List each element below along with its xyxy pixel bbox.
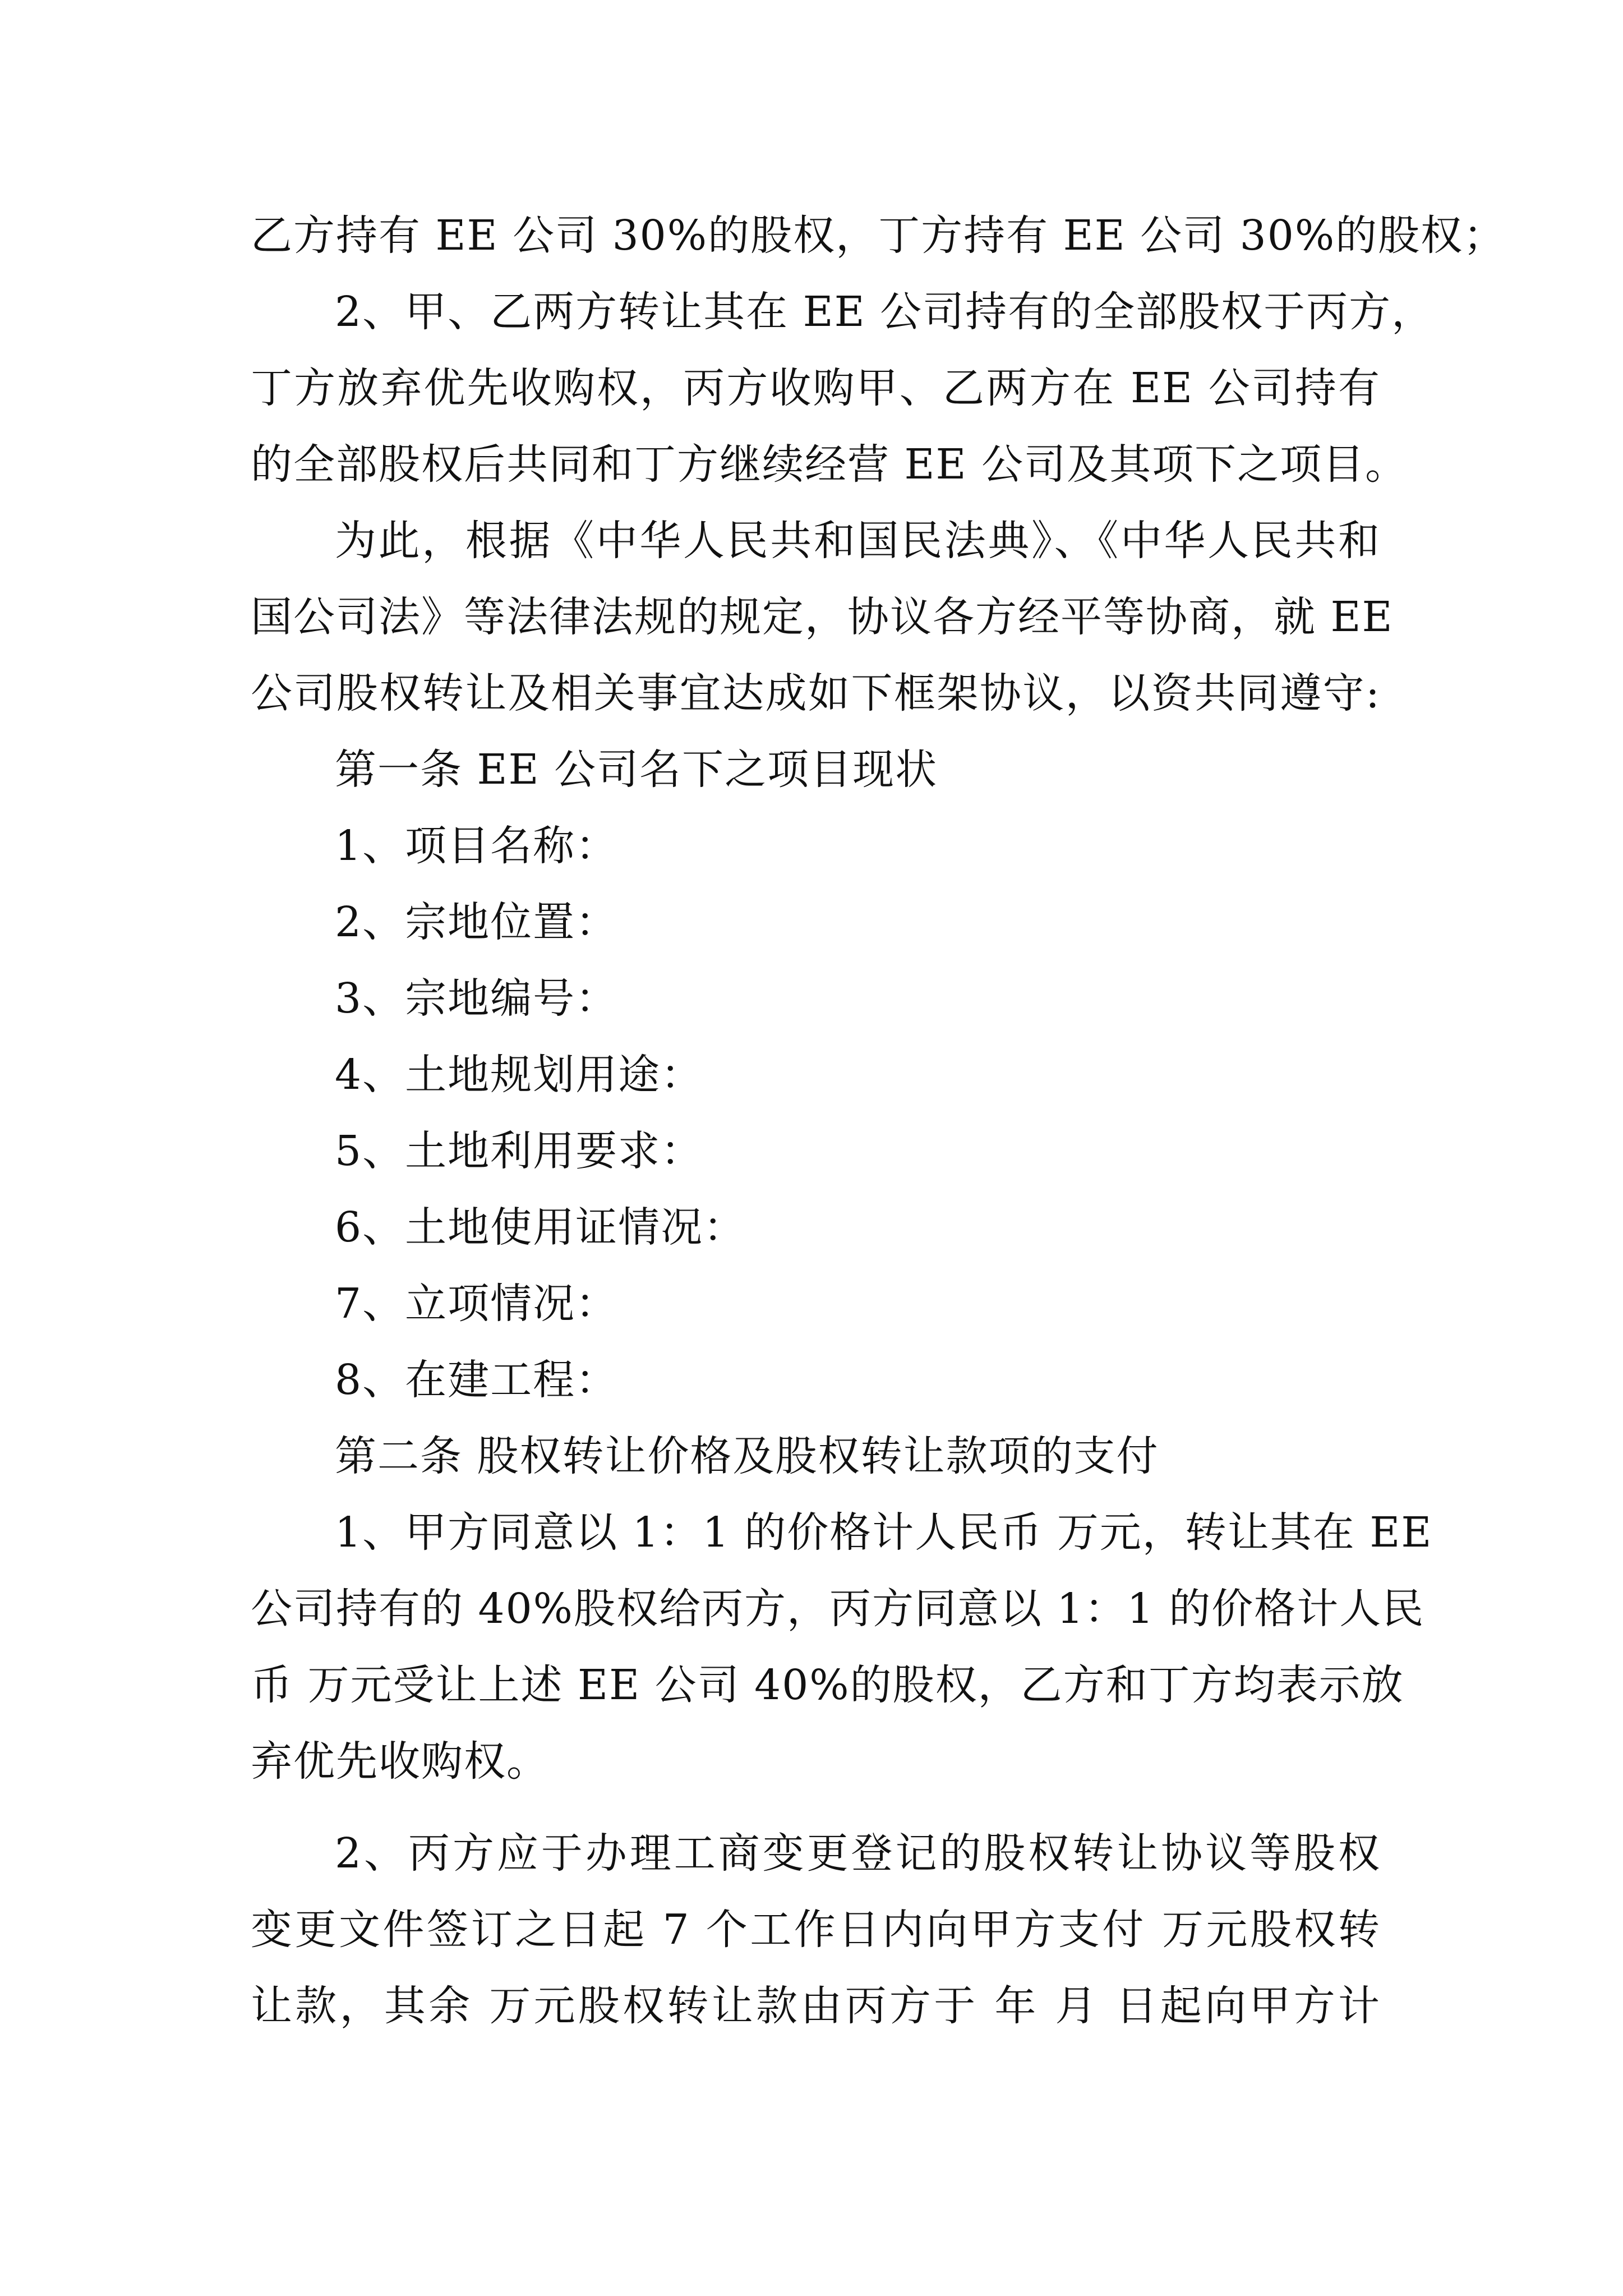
list-item: 5、土地利用要求： [335, 1127, 704, 1175]
list-item: 2、宗地位置： [335, 898, 619, 946]
text-line: 2、甲、乙两方转让其在 EE 公司持有的全部股权于丙方， [335, 288, 1435, 336]
text-line: 1、甲方同意以 1：1 的价格计人民币 万元，转让其在 EE [335, 1508, 1433, 1557]
text-line: 让款，其余 万元股权转让款由丙方于 年 月 日起向甲方计 [251, 1982, 1381, 2030]
text-line: 公司持有的 40%股权给丙方，丙方同意以 1：1 的价格计人民 [251, 1585, 1425, 1633]
list-item: 3、宗地编号： [335, 974, 619, 1023]
text-line: 乙方持有 EE 公司 30%的股权，丁方持有 EE 公司 30%的股权； [251, 211, 1506, 260]
text-line: 国公司法》等法律法规的规定，协议各方经平等协商，就 EE [251, 593, 1394, 641]
text-line: 2、丙方应于办理工商变更登记的股权转让协议等股权 [335, 1829, 1381, 1878]
section-heading: 第二条 股权转让价格及股权转让款项的支付 [335, 1432, 1159, 1480]
list-item: 6、土地使用证情况： [335, 1203, 746, 1251]
text-line: 变更文件签订之日起 7 个工作日内向甲方支付 万元股权转 [251, 1906, 1381, 1954]
text-line: 为此，根据《中华人民共和国民法典》、《中华人民共和 [335, 517, 1381, 565]
text-line: 公司股权转让及相关事宜达成如下框架协议，以资共同遵守: [251, 669, 1381, 717]
list-item: 8、在建工程： [335, 1356, 619, 1404]
text-line: 币 万元受让上述 EE 公司 40%的股权，乙方和丁方均表示放 [251, 1661, 1404, 1709]
list-item: 1、项目名称： [335, 822, 619, 870]
text-line: 丁方放弃优先收购权，丙方收购甲、乙两方在 EE 公司持有 [251, 364, 1381, 412]
list-item: 4、土地规划用途： [335, 1051, 704, 1099]
section-heading: 第一条 EE 公司名下之项目现状 [335, 746, 938, 794]
text-line: 弃优先收购权。 [251, 1737, 549, 1786]
text-line: 的全部股权后共同和丁方继续经营 EE 公司及其项下之项目。 [251, 440, 1408, 489]
list-item: 7、立项情况： [335, 1280, 619, 1328]
